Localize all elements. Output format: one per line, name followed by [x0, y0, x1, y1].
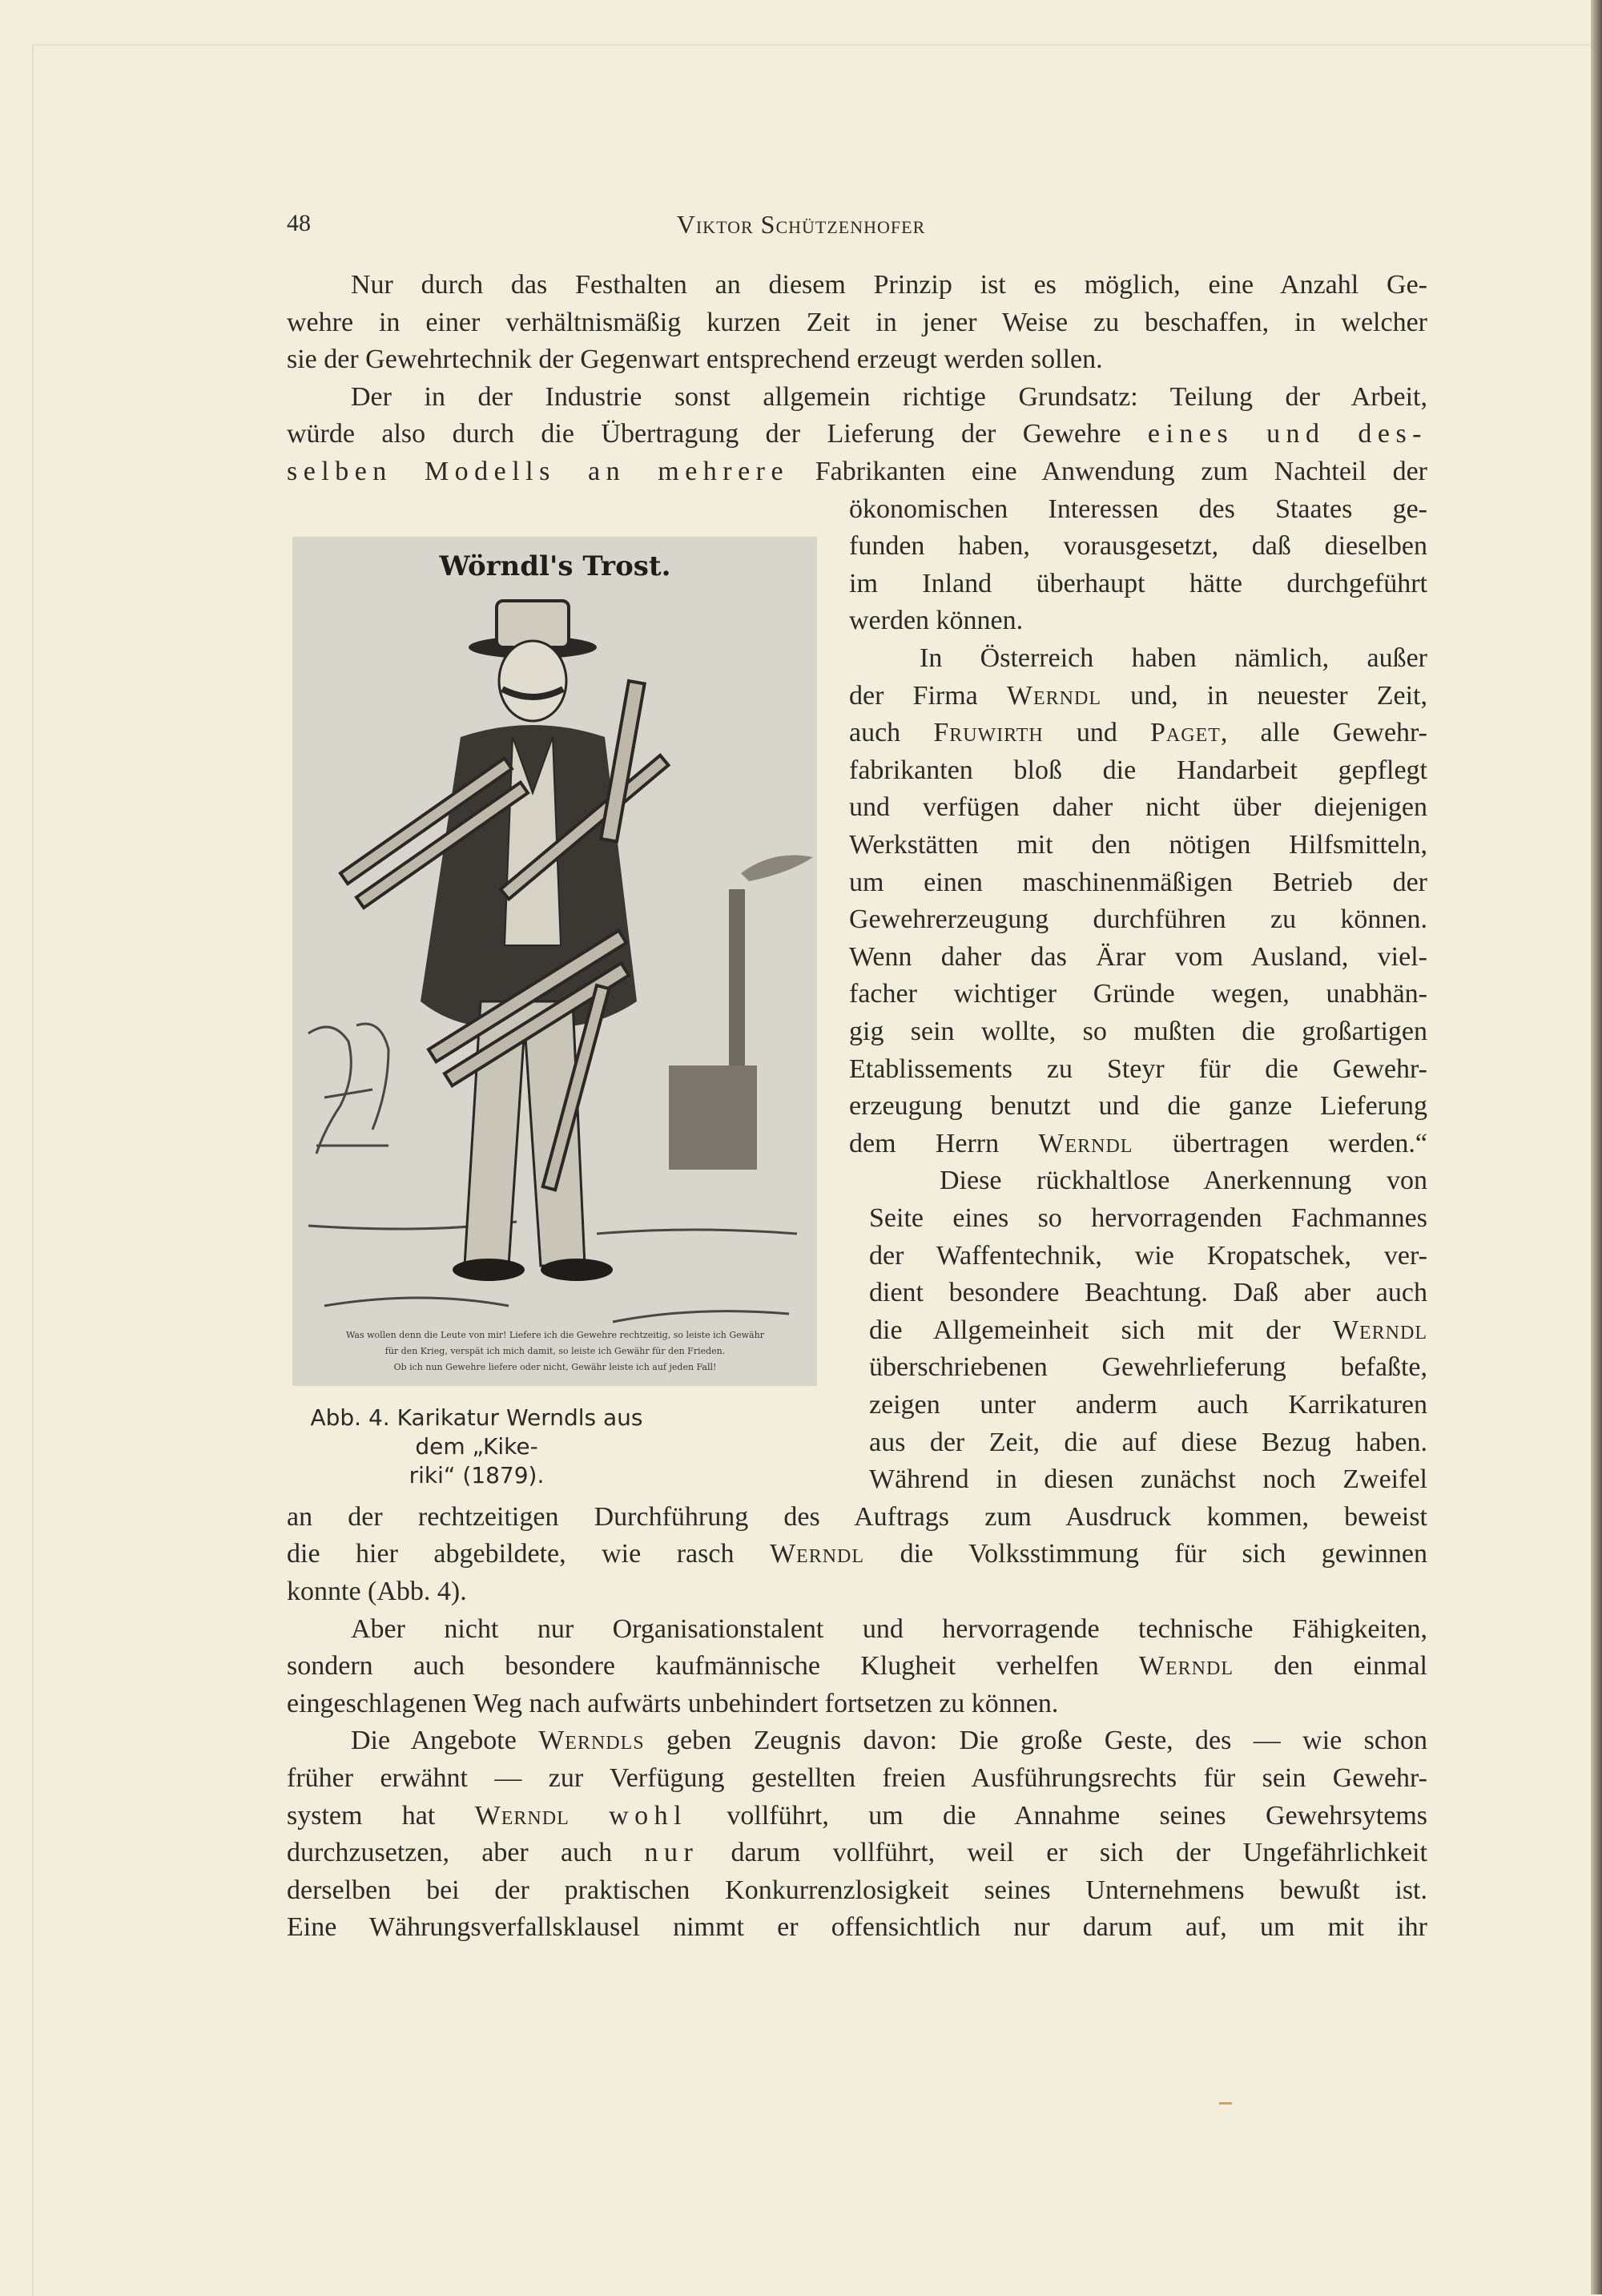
text-run: Die Angebote: [351, 1726, 539, 1756]
text-run: die hier abgebildete, wie rasch: [287, 1539, 770, 1569]
body-text-line: [849, 789, 1427, 826]
text-run: fabrikanten bloß die Handarbeit gepflegt: [849, 755, 1427, 785]
body-text-line: [849, 864, 1427, 901]
body-text-line: [287, 416, 1427, 453]
small-caps-name: Werndl: [1332, 1315, 1427, 1345]
text-run: , alle Gewehr-: [1220, 718, 1427, 748]
text-run: die Volksstimmung für sich gewinnen: [864, 1539, 1427, 1569]
text-run: und: [1043, 718, 1151, 748]
printer-mark: [1219, 2102, 1232, 2105]
body-text-line: [351, 267, 1427, 304]
body-text-line: [849, 602, 1427, 639]
body-text-line: [287, 1872, 1427, 1909]
text-run: und, in neuester Zeit,: [1101, 680, 1427, 711]
body-text-line: [849, 827, 1427, 864]
spaced-emphasis: wohl: [609, 1800, 688, 1831]
text-run: werden können.: [849, 606, 1024, 636]
body-text-line: [287, 1648, 1427, 1685]
illustration-inset-line: Was wollen denn die Leute von mir! Liefere ich die Gewehre rechtzeitig, so leiste ich Gewähr: [346, 1330, 764, 1340]
body-text-line: [287, 1573, 1427, 1610]
text-run: derselben bei der praktischen Konkurrenzlosigkeit seines Unternehmens bewußt ist.: [287, 1875, 1427, 1905]
text-run: sondern auch besondere kaufmännische Klugheit verhelfen: [287, 1651, 1139, 1682]
text-run: an der rechtzeitigen Durchführung des Auftrags zum Ausdruck kommen, beweist: [287, 1501, 1427, 1532]
text-run: Fabrikanten eine Anwendung zum Nachteil der: [789, 457, 1427, 486]
text-run: Wenn daher das Ärar vom Ausland, viel-: [849, 941, 1427, 972]
text-run: system hat: [287, 1800, 475, 1831]
body-text-line: [849, 939, 1427, 976]
small-caps-name: Werndl: [1138, 1651, 1234, 1682]
body-text-line: [287, 453, 1427, 490]
text-run: im Inland überhaupt hätte durchgeführt: [849, 568, 1427, 598]
body-text-line: [849, 1126, 1427, 1162]
body-text-line: [287, 1760, 1427, 1797]
body-text-line: [849, 491, 1427, 528]
body-text-line: [287, 1499, 1427, 1536]
text-run: den einmal: [1234, 1651, 1427, 1682]
body-text-line: [351, 1722, 1427, 1759]
text-run: Während in diesen zunächst noch Zweifel: [869, 1464, 1427, 1495]
text-run: Gewehrerzeugung durchführen zu können.: [849, 904, 1427, 935]
text-run: durchzusetzen, aber auch: [287, 1838, 645, 1868]
text-run: dem Herrn: [849, 1128, 1039, 1158]
body-text-line: [351, 1611, 1427, 1648]
text-run: übertragen werden.“: [1133, 1128, 1427, 1158]
small-caps-name: Paget: [1150, 718, 1221, 748]
text-run: dient besondere Beachtung. Daß aber auch: [869, 1278, 1427, 1308]
text-run: wehre in einer verhältnismäßig kurzen Zeit in jener Weise zu beschaffen, in welcher: [287, 307, 1427, 337]
body-text-line: [869, 1200, 1427, 1237]
body-text-line: [351, 379, 1427, 416]
spaced-emphasis: selben Modells an mehrere: [287, 457, 790, 486]
spaced-emphasis: nur: [644, 1838, 699, 1868]
illustration-inset-line: für den Krieg, verspät ich mich damit, so leiste ich Gewähr für den Frieden.: [384, 1346, 726, 1356]
small-caps-name: Fruwirth: [933, 718, 1044, 748]
body-text-line: [849, 566, 1427, 602]
text-run: und verfügen daher nicht über diejenigen: [849, 792, 1427, 823]
text-run: vollführt, um die Annahme seines Gewehrsytems: [687, 1800, 1428, 1831]
body-text-line: [849, 715, 1427, 751]
small-caps-name: Werndl: [769, 1539, 865, 1569]
text-run: würde also durch die Übertragung der Lieferung der Gewehre: [287, 419, 1148, 449]
text-run: gig sein wollte, so mußten die großartigen: [849, 1017, 1427, 1046]
text-run: Seite eines so hervorragenden Fachmannes: [869, 1203, 1427, 1233]
text-run: um einen maschinenmäßigen Betrieb der: [849, 867, 1427, 897]
text-run: Aber nicht nur Organisationstalent und hervorragende technische Fähigkeiten,: [351, 1613, 1427, 1644]
text-run: Werkstätten mit den nötigen Hilfsmitteln,: [849, 830, 1427, 860]
text-run: Der in der Industrie sonst allgemein richtige Grundsatz: Teilung der Arbeit,: [351, 381, 1427, 412]
text-run: der Waffentechnik, wie Kropatschek, ver-: [869, 1240, 1427, 1271]
body-text-line: [869, 1349, 1427, 1386]
caricature-drawing: [292, 537, 817, 1386]
text-run: facher wichtiger Gründe wegen, unabhän-: [849, 979, 1427, 1009]
body-text-line: [849, 1088, 1427, 1125]
figure-caption: [296, 1404, 657, 1490]
body-text-line: [869, 1387, 1427, 1424]
figure-caption-line: Abb. 4. Karikatur Werndls aus dem „Kike-: [310, 1404, 643, 1460]
illustration-inset-line: Ob ich nun Gewehre liefere oder nicht, Gewähr leiste ich auf jeden Fall!: [393, 1362, 717, 1372]
text-run: zeigen unter anderm auch Karrikaturen: [869, 1390, 1427, 1420]
text-run: aus der Zeit, die auf diese Bezug haben.: [869, 1427, 1427, 1457]
small-caps-name: Werndls: [538, 1726, 645, 1756]
text-run: sie der Gewehrtechnik der Gegenwart entsprechend erzeugt werden sollen.: [287, 344, 1103, 375]
body-text-line: [869, 1312, 1427, 1349]
small-caps-name: Werndl: [1038, 1128, 1133, 1158]
text-run: funden haben, vorausgesetzt, daß dieselben: [849, 531, 1427, 562]
body-text-line: [287, 1909, 1427, 1946]
text-run: Diese rückhaltlose Anerkennung von: [940, 1166, 1427, 1196]
body-text-line: [287, 341, 1427, 378]
body-text-line: [940, 1162, 1427, 1199]
body-text-line: [869, 1275, 1427, 1311]
text-run: Etablissements zu Steyr für die Gewehr-: [849, 1053, 1427, 1084]
text-run: konnte (Abb. 4).: [287, 1577, 467, 1606]
page-number: 48: [287, 210, 311, 236]
body-text-line: [849, 528, 1427, 565]
body-text-line: [869, 1461, 1427, 1498]
text-run: der Firma: [849, 680, 1007, 711]
spaced-emphasis: eines und des-: [1147, 419, 1427, 449]
small-caps-name: Werndl: [1006, 680, 1101, 711]
body-text-line: [287, 1798, 1427, 1835]
running-title: Viktor Schützenhofer: [676, 210, 926, 239]
figure-caption-line: riki“ (1879).: [409, 1462, 545, 1488]
body-text-line: [287, 304, 1427, 341]
illustration-title: Wörndl's Trost.: [439, 550, 671, 582]
small-caps-name: Werndl: [474, 1800, 570, 1831]
text-run: auch: [849, 718, 934, 748]
body-text-line: [849, 752, 1427, 789]
text-run: [570, 1801, 609, 1831]
body-text-line: [287, 1835, 1427, 1871]
text-run: überschriebenen Gewehrlieferung befaßte,: [869, 1352, 1427, 1383]
text-run: ökonomischen Interessen des Staates ge-: [849, 493, 1427, 524]
body-text-line: [920, 640, 1427, 677]
text-run: geben Zeugnis davon: Die große Geste, des — wie schon: [644, 1726, 1427, 1756]
text-run: früher erwähnt — zur Verfügung gestellten freien Ausführungsrechts für sein Gewehr-: [287, 1763, 1427, 1793]
body-text-line: [849, 976, 1427, 1013]
text-run: Eine Währungsverfallsklausel nimmt er offensichtlich nur darum auf, um mit ihr: [287, 1912, 1427, 1943]
body-text-line: [849, 1051, 1427, 1088]
body-text-line: [849, 678, 1427, 715]
text-run: In Österreich haben nämlich, außer: [920, 643, 1427, 673]
book-edge: [1591, 0, 1602, 2294]
body-text-line: [849, 901, 1427, 938]
text-run: die Allgemeinheit sich mit der: [869, 1315, 1333, 1345]
text-run: darum vollführt, weil er sich der Ungefährlichkeit: [698, 1838, 1428, 1868]
body-text-line: [869, 1238, 1427, 1275]
body-text-line: [287, 1686, 1427, 1722]
text-run: erzeugung benutzt und die ganze Lieferung: [849, 1091, 1427, 1122]
caricature-illustration: [292, 537, 817, 1386]
body-text-line: [287, 1536, 1427, 1573]
body-text-line: [869, 1424, 1427, 1461]
text-run: eingeschlagenen Weg nach aufwärts unbehindert fortsetzen zu können.: [287, 1688, 1059, 1718]
text-run: Nur durch das Festhalten an diesem Prinzip ist es möglich, eine Anzahl Ge-: [351, 270, 1427, 300]
body-text-line: [849, 1013, 1427, 1050]
